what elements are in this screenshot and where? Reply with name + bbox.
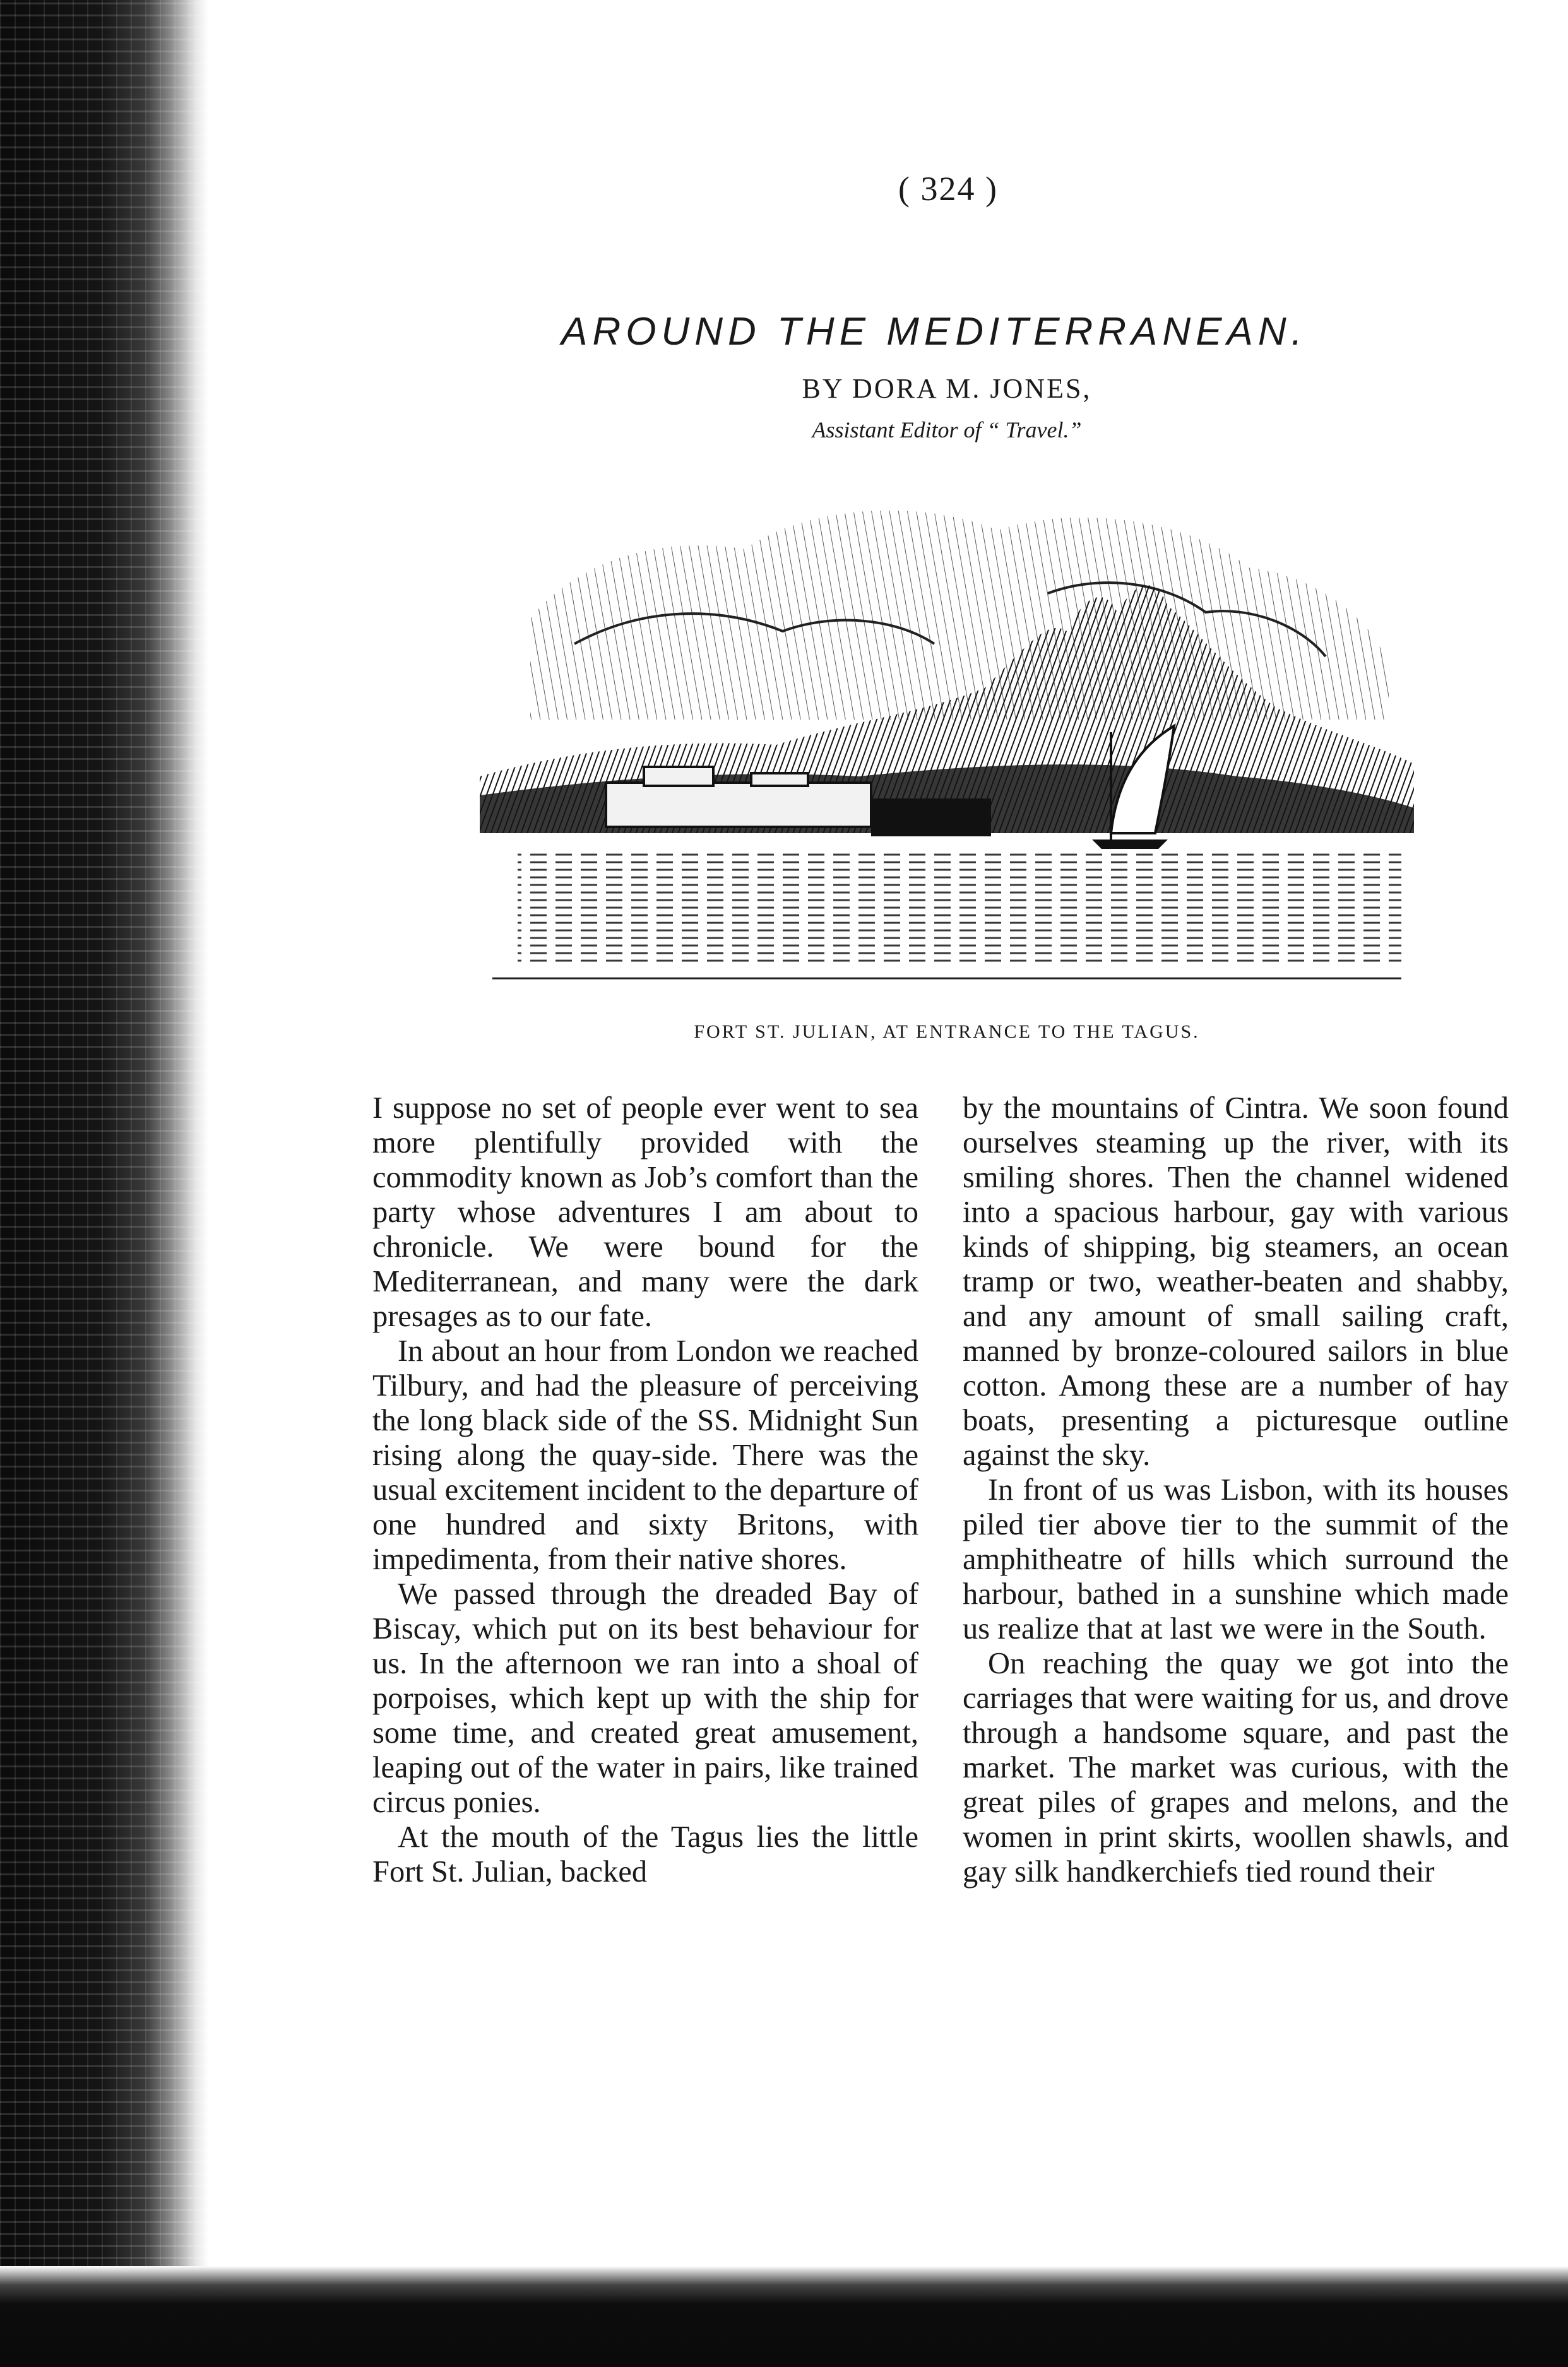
article-title: AROUND THE MEDITERRANEAN. — [561, 309, 1307, 353]
paragraph: On reaching the quay we got into the carriages that were waiting for us, and drove through a handsome square, and past the market. The market was curious, with the great piles of grapes and melons, and the women in print skirts, woollen shawls, and gay silk handkerchiefs tied round their — [963, 1647, 1509, 1889]
water — [492, 849, 1401, 978]
article-column-left — [372, 1091, 918, 1889]
sky-clouds — [530, 511, 1389, 720]
paragraph: In front of us was Lisbon, with its houses piled tier above tier to the summit of the amphitheatre of hills which surround the harbour, bathed in a sunshine which made us realize that at last we were in the South. — [963, 1473, 1509, 1646]
article-column-right — [963, 1091, 1509, 1889]
scan-bottom-edge — [0, 2266, 1568, 2367]
engraving-fort-st-julian — [480, 480, 1414, 997]
paragraph: by the mountains of Cintra. We soon found ourselves steaming up the river, with its smiling shores. Then the channel widened into a spacious harbour, gay with various kinds of shipping, big steamers, an ocean tramp or two, weather-beaten and shabby, and any amount of small sailing craft, manned by bronze-coloured sailors in blue cotton. Among these are a number of hay boats, presenting a picturesque outline against the sky. — [963, 1091, 1509, 1472]
paragraph: We passed through the dreaded Bay of Biscay, which put on its best behaviour for us. In the afternoon we ran into a shoal of porpoises, which kept up with the ship for some time, and created great amusement, leaping out of the water in pairs, like trained circus ponies. — [372, 1577, 918, 1819]
illustration-caption: FORT ST. JULIAN, AT ENTRANCE TO THE TAGUS. — [694, 1021, 1200, 1042]
paragraph: At the mouth of the Tagus lies the little Fort St. Julian, backed — [372, 1820, 918, 1889]
binding-gutter-texture — [0, 0, 208, 2367]
author-byline: BY DORA M. JONES, — [802, 373, 1092, 404]
paragraph: In about an hour from London we reached Tilbury, and had the pleasure of perceiving the long black side of the SS. Midnight Sun rising along the quay-side. There was the usual excitement incident to the departure of one hundred and sixty Britons, with impedimenta, from their native shores. — [372, 1334, 918, 1576]
page-number: ( 324 ) — [898, 170, 998, 208]
paragraph: I suppose no set of people ever went to sea more plentifully provided with the commodity known as Job’s comfort than the party whose adventures I am about to chronicle. We were bound for the Mediterranean, and many were the dark presages as to our fate. — [372, 1091, 918, 1333]
author-credit: Assistant Editor of “ Travel.” — [812, 417, 1082, 442]
